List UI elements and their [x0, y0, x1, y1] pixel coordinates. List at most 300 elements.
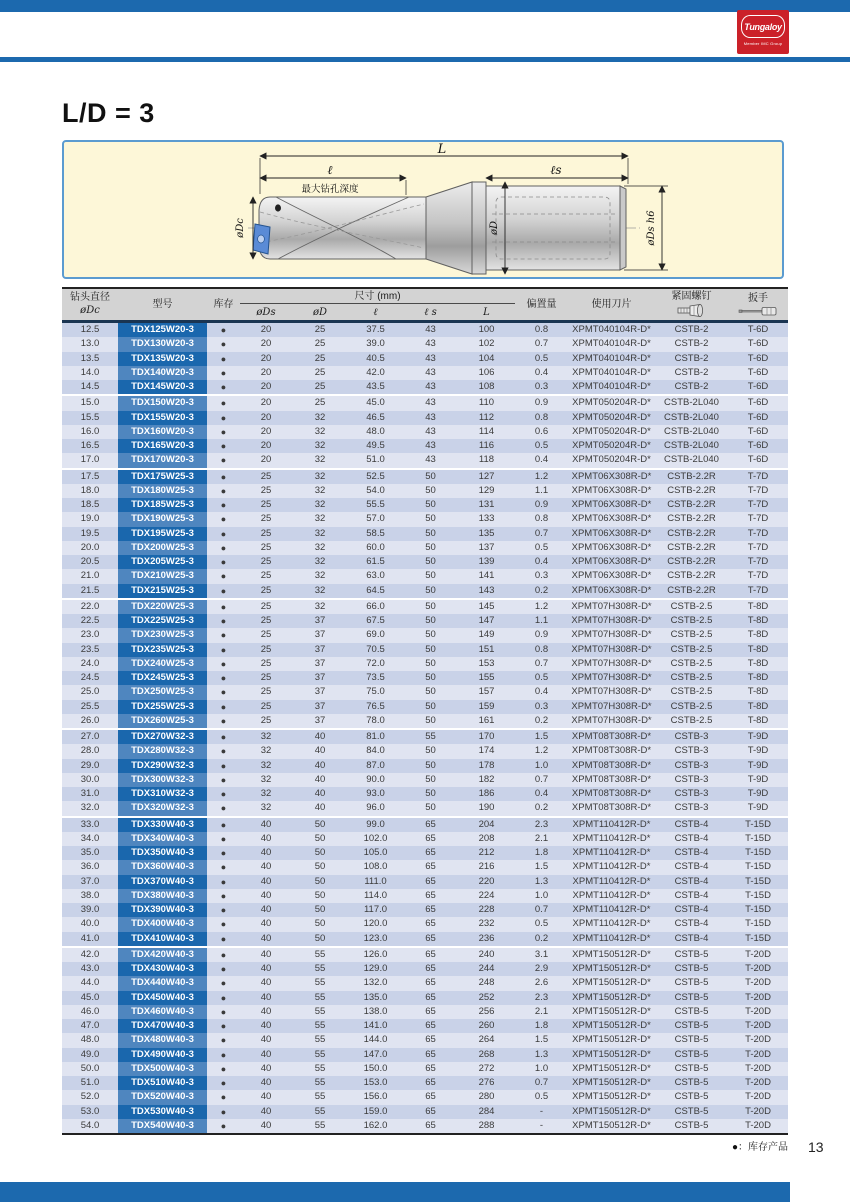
cell-screw: CSTB-4 [674, 918, 709, 930]
cell-screw: CSTB-2.2R [667, 499, 716, 510]
table-row [62, 846, 788, 860]
cell-wrench: T-20D [745, 1091, 771, 1103]
cell-L: 108 [478, 381, 495, 392]
table-row [62, 1005, 788, 1019]
cell-d: 25 [314, 352, 326, 364]
cell-dc: 22.5 [80, 615, 100, 626]
cell-stock: ● [220, 585, 227, 596]
table-row [62, 714, 788, 728]
cell-insert: XPMT040104R-D* [572, 381, 651, 392]
cell-offset: 1.0 [534, 889, 549, 901]
cell-L: 256 [478, 1005, 495, 1017]
cell-model: TDX135W20-3 [118, 352, 207, 366]
cell-ls: 65 [425, 904, 436, 915]
cell-l: 144.0 [363, 1034, 388, 1046]
cell-stock: ● [220, 992, 227, 1003]
cell-stock: ● [220, 1106, 227, 1117]
table-row [62, 380, 788, 394]
drill-collar [472, 182, 486, 274]
cell-wrench: T-15D [745, 861, 771, 873]
cell-ls: 50 [425, 759, 436, 771]
cell-stock: ● [220, 1006, 227, 1017]
cell-ls: 65 [425, 991, 436, 1003]
cell-model: TDX310W32-3 [118, 787, 207, 801]
cell-stock: ● [220, 933, 227, 944]
cell-stock: ● [220, 426, 227, 437]
stock-legend: ●：库存产品 [731, 1142, 788, 1153]
cell-L: 208 [478, 832, 495, 844]
cell-l: 162.0 [363, 1119, 388, 1131]
table-row [62, 498, 788, 512]
cell-dc: 28.0 [80, 745, 100, 757]
cell-dc: 53.0 [80, 1105, 100, 1117]
cell-offset: 0.3 [534, 381, 549, 392]
cell-model: TDX280W32-3 [118, 744, 207, 758]
cell-offset: 0.4 [534, 686, 549, 698]
cell-stock: ● [220, 441, 227, 451]
cell-stock: ● [220, 673, 227, 683]
cell-wrench: T-20D [745, 1034, 771, 1046]
table-row [62, 801, 788, 815]
table-row [62, 628, 788, 642]
cell-offset: 0.7 [534, 904, 549, 915]
cell-offset: 1.0 [534, 1062, 549, 1074]
cell-dc: 14.0 [80, 366, 100, 378]
cell-l: 52.5 [366, 470, 385, 482]
cell-d: 55 [314, 1020, 326, 1031]
cell-insert: XPMT150512R-D* [572, 1119, 651, 1131]
drill-diagram [64, 142, 782, 277]
cell-dc: 46.0 [80, 1005, 100, 1017]
cell-ls: 65 [425, 977, 436, 989]
cell-stock: ● [220, 471, 227, 482]
table-row [62, 948, 788, 962]
cell-d: 55 [314, 991, 326, 1003]
cell-L: 137 [478, 541, 495, 553]
cell-stock: ● [220, 919, 227, 930]
cell-ls: 50 [425, 513, 436, 525]
cell-L: 220 [478, 875, 495, 887]
cell-d: 40 [314, 731, 326, 742]
cell-model: TDX530W40-3 [118, 1105, 207, 1119]
cell-L: 264 [478, 1034, 495, 1046]
table-row [62, 657, 788, 671]
cell-offset: 0.5 [534, 352, 549, 364]
cell-l: 159.0 [363, 1105, 388, 1117]
cell-ds: 40 [260, 904, 272, 915]
page-number: 13 [808, 1139, 824, 1155]
cell-l: 117.0 [363, 904, 388, 915]
cell-l: 67.5 [366, 615, 385, 626]
col-header-size-group [240, 289, 515, 320]
cell-ls: 43 [425, 352, 436, 364]
cell-wrench: T-9D [747, 788, 769, 799]
cell-wrench: T-8D [747, 657, 769, 669]
cell-ds: 25 [260, 615, 272, 626]
cell-ls: 50 [425, 643, 436, 655]
cell-wrench: T-15D [745, 832, 771, 844]
cell-L: 112 [478, 411, 495, 423]
cell-ls: 65 [425, 1020, 436, 1031]
cell-dc: 25.5 [80, 700, 100, 712]
cell-dc: 27.0 [80, 731, 100, 742]
cell-wrench: T-7D [747, 570, 769, 582]
cell-wrench: T-8D [747, 643, 769, 655]
cell-dc: 20.0 [80, 541, 100, 553]
cell-L: 248 [478, 977, 495, 989]
cell-screw: CSTB-2 [674, 324, 709, 335]
cell-d: 50 [314, 847, 326, 858]
col-header-offset: 偏置量 [526, 299, 557, 310]
cell-insert: XPMT06X308R-D* [571, 527, 652, 539]
cell-dc: 31.0 [80, 788, 100, 799]
cell-model: TDX380W40-3 [118, 889, 207, 903]
cell-ls: 65 [425, 1119, 436, 1131]
cell-insert: XPMT040104R-D* [572, 324, 651, 335]
cell-ls: 65 [425, 1034, 436, 1046]
cell-stock: ● [220, 760, 227, 771]
cell-l: 66.0 [366, 600, 385, 612]
cell-insert: XPMT08T308R-D* [571, 731, 652, 742]
cell-d: 55 [314, 1062, 326, 1074]
cell-wrench: T-15D [745, 918, 771, 930]
cell-wrench: T-6D [747, 352, 769, 364]
cell-wrench: T-20D [745, 1062, 771, 1074]
cell-ds: 40 [260, 977, 272, 989]
cell-ds: 32 [260, 745, 272, 757]
cell-model: TDX420W40-3 [118, 948, 207, 962]
cell-screw: CSTB-2L040 [664, 425, 719, 437]
cell-ds: 32 [260, 773, 272, 785]
label-max-depth: 最大钻孔深度 [301, 184, 359, 195]
cell-dc: 19.0 [80, 513, 100, 525]
table-row [62, 643, 788, 657]
table-row [62, 366, 788, 380]
cell-l: 63.0 [366, 570, 385, 582]
cell-dc: 19.5 [80, 527, 100, 539]
table-row [62, 1076, 788, 1090]
table-row [62, 352, 788, 366]
cell-wrench: T-15D [745, 932, 771, 944]
cell-offset: 0.7 [534, 338, 549, 350]
cell-wrench: T-20D [745, 991, 771, 1003]
cell-dc: 39.0 [80, 904, 100, 915]
table-row [62, 976, 788, 990]
cell-l: 58.5 [366, 527, 385, 539]
cell-l: 64.5 [366, 584, 385, 596]
cell-ds: 25 [260, 584, 272, 596]
cell-l: 108.0 [363, 861, 388, 873]
cell-l: 114.0 [363, 889, 388, 901]
cell-model: TDX240W25-3 [118, 657, 207, 671]
cell-L: 190 [478, 802, 495, 814]
cell-L: 182 [478, 773, 495, 785]
cell-model: TDX540W40-3 [118, 1119, 207, 1133]
cell-stock: ● [220, 715, 227, 726]
cell-stock: ● [220, 644, 227, 655]
cell-ls: 43 [425, 381, 436, 392]
cell-wrench: T-6D [747, 411, 769, 423]
table-row [62, 541, 788, 555]
cell-l: 45.0 [366, 397, 385, 409]
cell-stock: ● [220, 978, 227, 989]
drill-shank [486, 186, 620, 270]
cell-wrench: T-9D [747, 802, 769, 814]
cell-model: TDX400W40-3 [118, 917, 207, 931]
cell-ls: 50 [425, 541, 436, 553]
table-row [62, 512, 788, 526]
cell-model: TDX520W40-3 [118, 1090, 207, 1104]
product-table [62, 287, 788, 1135]
cell-L: 153 [478, 657, 495, 669]
cell-insert: XPMT06X308R-D* [571, 541, 652, 553]
cell-d: 32 [314, 499, 326, 510]
cell-ls: 50 [425, 802, 436, 814]
cell-dc: 33.0 [80, 818, 100, 830]
cell-dc: 16.5 [80, 440, 100, 451]
cell-ds: 25 [260, 629, 272, 641]
cell-offset: 1.8 [534, 1020, 549, 1031]
cell-wrench: T-20D [745, 1105, 771, 1117]
label-flute-length: ℓ [327, 163, 333, 177]
cell-l: 84.0 [366, 745, 385, 757]
table-row [62, 932, 788, 946]
cell-offset: 1.0 [534, 759, 549, 771]
cell-wrench: T-7D [747, 513, 769, 525]
cell-wrench: T-20D [745, 1048, 771, 1060]
cell-ds: 20 [260, 352, 272, 364]
cell-model: TDX260W25-3 [118, 714, 207, 728]
cell-screw: CSTB-2.5 [670, 714, 713, 726]
cell-l: 72.0 [366, 657, 385, 669]
cell-dc: 38.0 [80, 889, 100, 901]
cell-screw: CSTB-4 [674, 847, 709, 858]
cell-l: 70.5 [366, 643, 385, 655]
cell-wrench: T-8D [747, 629, 769, 641]
cell-L: 127 [478, 470, 495, 482]
cell-l: 147.0 [363, 1048, 388, 1060]
cell-wrench: T-7D [747, 470, 769, 482]
drill-flute-body [259, 197, 426, 259]
cell-stock: ● [220, 876, 227, 887]
cell-stock: ● [220, 601, 227, 612]
cell-wrench: T-20D [745, 1119, 771, 1131]
cell-stock: ● [220, 412, 227, 423]
cell-screw: CSTB-4 [674, 861, 709, 873]
cell-screw: CSTB-5 [674, 1005, 709, 1017]
cell-d: 37 [314, 629, 326, 641]
cell-insert: XPMT110412R-D* [572, 889, 651, 901]
cell-d: 32 [314, 470, 326, 482]
table-row [62, 671, 788, 685]
table-row [62, 411, 788, 425]
cell-ls: 50 [425, 700, 436, 712]
cell-ds: 40 [260, 832, 272, 844]
cell-l: 129.0 [363, 963, 388, 974]
cell-d: 50 [314, 861, 326, 873]
cell-d: 55 [314, 1005, 326, 1017]
cell-d: 25 [314, 381, 326, 392]
table-row [62, 730, 788, 744]
cell-l: 93.0 [366, 788, 385, 799]
cell-offset: 0.4 [534, 454, 549, 466]
cell-model: TDX205W25-3 [118, 555, 207, 569]
cell-d: 55 [314, 1077, 326, 1088]
cell-insert: XPMT06X308R-D* [571, 484, 652, 496]
cell-dc: 17.0 [80, 454, 100, 466]
cell-insert: XPMT07H308R-D* [571, 643, 652, 655]
cell-wrench: T-6D [747, 324, 769, 335]
cell-ds: 40 [260, 932, 272, 944]
cell-screw: CSTB-4 [674, 818, 709, 830]
cell-insert: XPMT150512R-D* [572, 1062, 651, 1074]
cell-stock: ● [220, 500, 227, 510]
cell-stock: ● [220, 1092, 227, 1103]
cell-ds: 40 [260, 963, 272, 974]
cell-dc: 52.0 [80, 1091, 100, 1103]
cell-ds: 40 [260, 847, 272, 858]
cell-d: 32 [314, 484, 326, 496]
cell-offset: 1.5 [534, 731, 549, 742]
cell-L: 116 [478, 440, 495, 451]
cell-screw: CSTB-2.5 [670, 672, 713, 683]
cell-stock: ● [220, 557, 227, 567]
cell-dc: 23.0 [80, 629, 100, 641]
cell-offset: 1.1 [534, 615, 549, 626]
cell-insert: XPMT150512R-D* [572, 991, 651, 1003]
table-row [62, 470, 788, 484]
cell-offset: 3.1 [534, 948, 549, 960]
cell-model: TDX250W25-3 [118, 685, 207, 699]
cell-wrench: T-15D [745, 904, 771, 915]
cell-l: 76.5 [366, 700, 385, 712]
cell-d: 37 [314, 643, 326, 655]
cell-model: TDX215W25-3 [118, 584, 207, 598]
cell-d: 50 [314, 818, 326, 830]
table-row [62, 1048, 788, 1062]
cell-ds: 25 [260, 600, 272, 612]
cell-ls: 50 [425, 484, 436, 496]
cell-offset: 0.4 [534, 788, 549, 799]
cell-L: 272 [478, 1062, 495, 1074]
cell-dc: 43.0 [80, 963, 100, 974]
cell-l: 132.0 [363, 977, 388, 989]
cell-ds: 25 [260, 541, 272, 553]
cell-offset: 0.8 [534, 324, 549, 335]
cell-d: 55 [314, 977, 326, 989]
cell-wrench: T-6D [747, 338, 769, 350]
cell-insert: XPMT150512R-D* [572, 1091, 651, 1103]
cell-stock: ● [220, 848, 227, 858]
cell-ds: 40 [260, 818, 272, 830]
cell-ds: 25 [260, 570, 272, 582]
cell-L: 186 [478, 788, 495, 799]
table-row [62, 555, 788, 569]
cell-ds: 40 [260, 1091, 272, 1103]
cell-offset: 2.1 [534, 1005, 549, 1017]
cell-dc: 36.0 [80, 861, 100, 873]
cell-d: 32 [314, 513, 326, 525]
cell-ls: 50 [425, 672, 436, 683]
cell-l: 43.5 [366, 381, 385, 392]
logo-subtitle: Member IMC Group [743, 41, 783, 46]
cell-L: 133 [478, 513, 495, 525]
cell-screw: CSTB-2.2R [667, 484, 716, 496]
table-row [62, 773, 788, 787]
cell-wrench: T-15D [745, 875, 771, 887]
cell-offset: 0.2 [534, 584, 549, 596]
cell-model: TDX125W20-3 [118, 323, 207, 337]
cell-model: TDX220W25-3 [118, 600, 207, 614]
cell-d: 40 [314, 745, 326, 757]
cell-stock: ● [220, 1035, 227, 1046]
cell-dc: 41.0 [80, 932, 100, 944]
cell-L: 174 [478, 745, 495, 757]
cell-ls: 50 [425, 745, 436, 757]
cell-d: 55 [314, 1105, 326, 1117]
cell-insert: XPMT050204R-D* [572, 425, 651, 437]
cell-d: 25 [314, 338, 326, 350]
cell-ds: 25 [260, 672, 272, 683]
cell-screw: CSTB-2.2R [667, 541, 716, 553]
cell-L: 244 [478, 963, 495, 974]
cell-dc: 23.5 [80, 643, 100, 655]
cell-dc: 16.0 [80, 425, 100, 437]
cell-insert: XPMT06X308R-D* [571, 556, 652, 567]
cell-screw: CSTB-2.5 [670, 615, 713, 626]
cell-ls: 65 [425, 1091, 436, 1103]
cell-dc: 13.0 [80, 338, 100, 350]
label-cut-dia: øDc [235, 218, 246, 238]
cell-wrench: T-9D [747, 731, 769, 742]
cell-model: TDX430W40-3 [118, 962, 207, 976]
cell-L: 141 [478, 570, 495, 582]
cell-L: 216 [478, 861, 495, 873]
cell-stock: ● [220, 789, 227, 799]
cell-wrench: T-8D [747, 686, 769, 698]
cell-stock: ● [220, 862, 227, 873]
cell-l: 54.0 [366, 484, 385, 496]
cell-wrench: T-15D [745, 847, 771, 858]
table-row [62, 425, 788, 439]
cell-dc: 29.0 [80, 759, 100, 771]
cell-ls: 43 [425, 324, 436, 335]
cell-d: 32 [314, 425, 326, 437]
cell-model: TDX410W40-3 [118, 932, 207, 946]
cell-L: 161 [478, 714, 495, 726]
cell-screw: CSTB-3 [674, 745, 709, 757]
cell-screw: CSTB-2.5 [670, 700, 713, 712]
cell-model: TDX145W20-3 [118, 380, 207, 394]
cell-dc: 12.5 [80, 324, 100, 335]
cell-insert: XPMT050204R-D* [572, 397, 651, 409]
cell-d: 55 [314, 1034, 326, 1046]
label-body-dia: øD [489, 220, 500, 236]
cell-d: 37 [314, 714, 326, 726]
cell-wrench: T-8D [747, 600, 769, 612]
cell-ls: 50 [425, 499, 436, 510]
cell-insert: XPMT040104R-D* [572, 338, 651, 350]
cell-dc: 24.0 [80, 657, 100, 669]
cell-d: 32 [314, 556, 326, 567]
table-row [62, 991, 788, 1005]
cell-l: 60.0 [366, 541, 385, 553]
cell-ls: 65 [425, 1005, 436, 1017]
cell-model: TDX490W40-3 [118, 1048, 207, 1062]
cell-wrench: T-9D [747, 773, 769, 785]
cell-screw: CSTB-2.5 [670, 657, 713, 669]
cell-l: 126.0 [363, 948, 388, 960]
